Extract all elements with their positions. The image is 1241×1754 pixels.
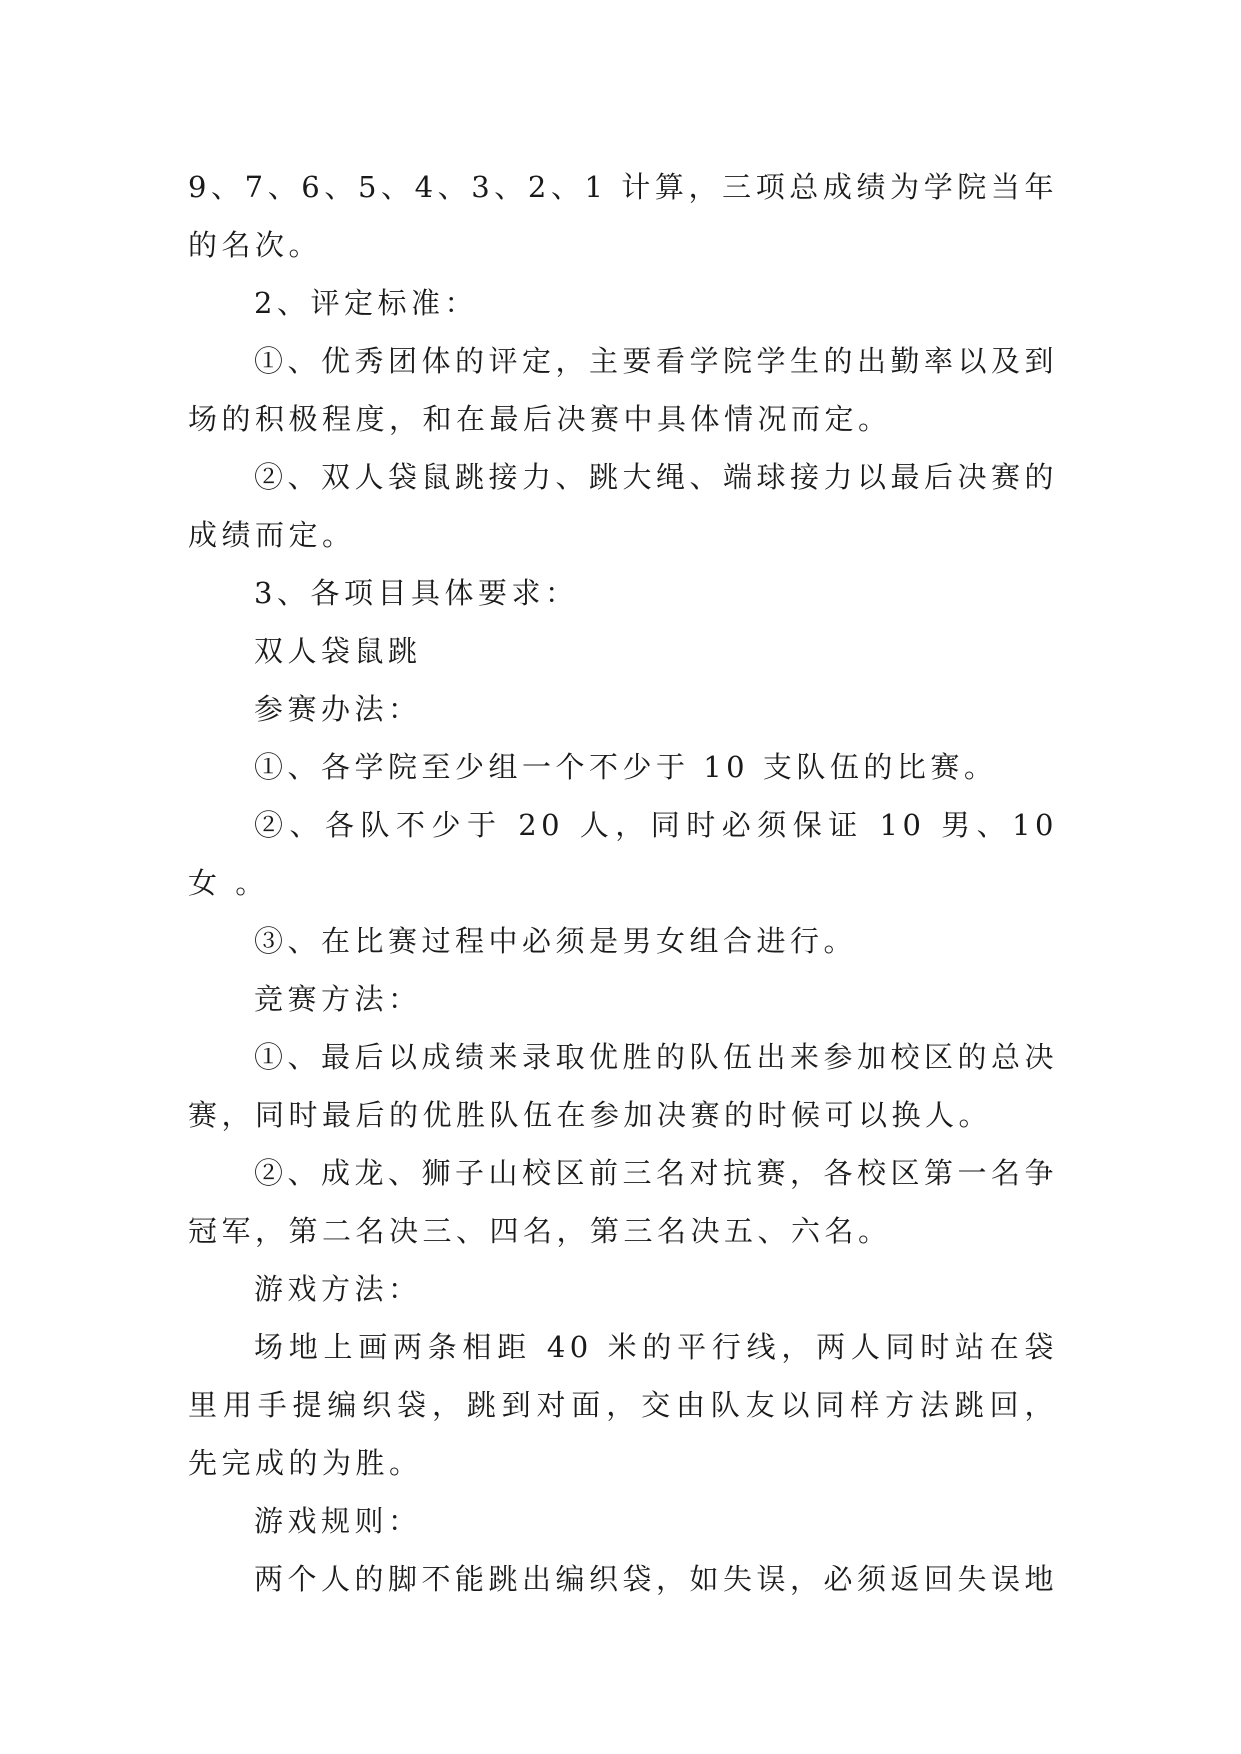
paragraph-evaluation-item-1: ①、优秀团体的评定，主要看学院学生的出勤率以及到场的积极程度，和在最后决赛中具体情况而定。	[188, 344, 1059, 436]
paragraph-scoring-continuation: 9、7、6、5、4、3、2、1 计算，三项总成绩为学院当年的名次。	[188, 170, 1058, 262]
document-body	[188, 158, 1058, 1608]
paragraph-participation-heading: 参赛办法：	[254, 692, 422, 726]
paragraph-game-method-heading: 游戏方法：	[254, 1272, 422, 1306]
paragraph-participation-item-3: ③、在比赛过程中必须是男女组合进行。	[254, 924, 858, 958]
paragraph-game-rules-text: 两个人的脚不能跳出编织袋，如失误，必须返回失误地	[254, 1562, 1059, 1596]
paragraph-game-rules-heading: 游戏规则：	[254, 1504, 422, 1538]
paragraph-competition-item-1: ①、最后以成绩来录取优胜的队伍出来参加校区的总决赛，同时最后的优胜队伍在参加决赛的时候可以换人。	[188, 1040, 1059, 1132]
paragraph-evaluation-item-2: ②、双人袋鼠跳接力、跳大绳、端球接力以最后决赛的成绩而定。	[188, 460, 1059, 552]
paragraph-requirements-heading: 3、各项目具体要求：	[254, 576, 579, 610]
paragraph-competition-heading: 竞赛方法：	[254, 982, 422, 1016]
paragraph-event-title: 双人袋鼠跳	[254, 634, 422, 668]
paragraph-evaluation-heading: 2、评定标准：	[254, 286, 478, 320]
paragraph-competition-item-2: ②、成龙、狮子山校区前三名对抗赛，各校区第一名争冠军，第二名决三、四名，第三名决五、六名。	[188, 1156, 1059, 1248]
paragraph-game-method-text: 场地上画两条相距 40 米的平行线，两人同时站在袋里用手提编织袋，跳到对面，交由队友以同样方法跳回，先完成的为胜。	[188, 1330, 1058, 1480]
paragraph-participation-item-1: ①、各学院至少组一个不少于 10 支队伍的比赛。	[254, 750, 998, 784]
paragraph-participation-item-2: ②、各队不少于 20 人，同时必须保证 10 男、10 女 。	[188, 808, 1058, 900]
